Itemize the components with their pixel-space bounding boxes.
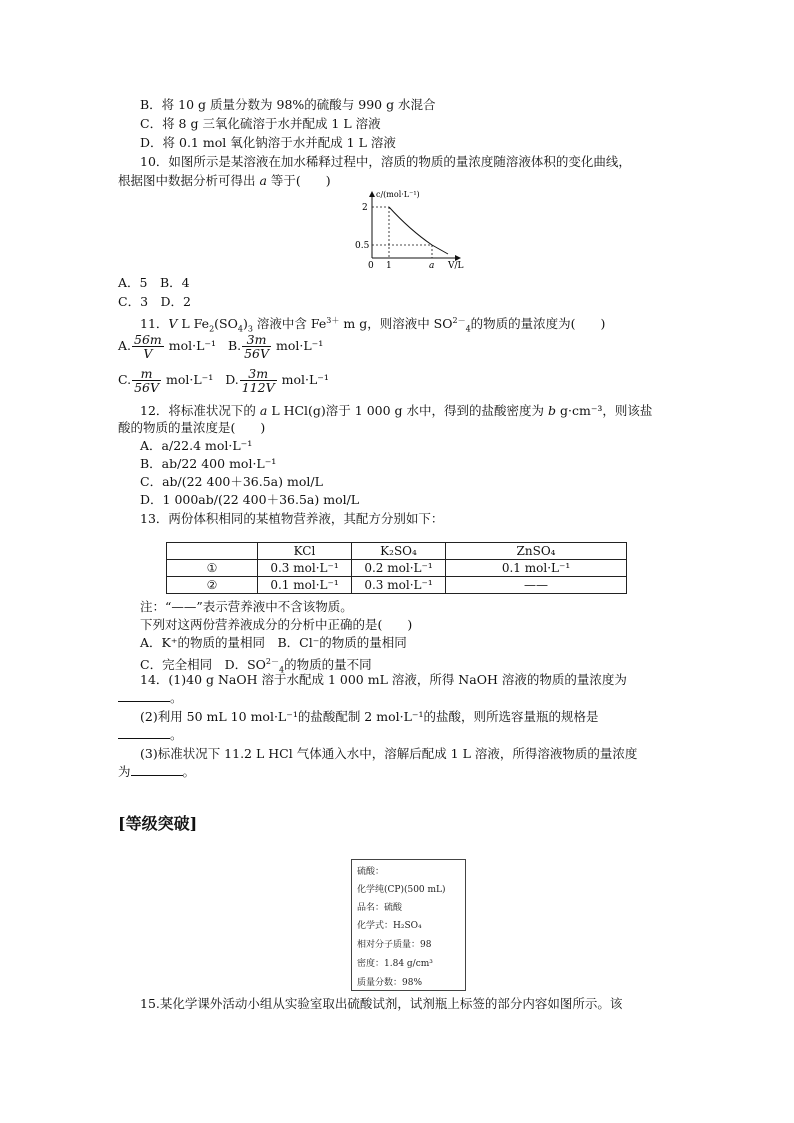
table-header-cell: K₂SO₄ [352,543,446,560]
answer-blank[interactable] [118,726,170,739]
table-cell: ① [167,560,258,577]
label-line: 化学纯(CP)(500 mL) [357,885,446,895]
chart-ytick-05: 0.5 [355,241,370,251]
chart-curve [389,207,448,254]
q9-option-c: C．将 8 g 三氧化硫溶于水并配成 1 L 溶液 [140,116,381,131]
q10-concentration-chart [352,188,476,272]
reagent-label-image [351,859,466,991]
q13-question: 下列对这两份营养液成分的分析中正确的是( ) [140,617,413,632]
q13-stem: 13．两份体积相同的某植物营养液，其配方分别如下： [140,511,444,526]
chart-ytick-2: 2 [362,203,368,213]
answer-blank[interactable] [118,689,170,702]
q14-part3: (3)标准状况下 11.2 L HCl 气体通入水中，溶解后配成 1 L 溶液，所得溶液物质的量浓度 [140,746,638,761]
q12-stem-line2: 酸的物质的量浓度是( ) [118,420,266,435]
q14-part1-answer: 。 [118,689,183,706]
label-line: 化学式：H₂SO₄ [357,921,422,931]
table-header-cell [167,543,258,560]
q9-option-d: D．将 0.1 mol 氧化钠溶于水并配成 1 L 溶液 [140,135,396,150]
q11-stem: 11．V L $Fe_2(SO_4)_3$ 溶液中含 $Fe^{3+}$ m g，则溶液中 $SO^{2-}_4$的物质的量浓度为( ) [140,316,606,334]
q12-option-d: D．1 000ab/(22 400＋36.5a) mol/L [140,492,360,507]
table-cell: 0.3 mol·L⁻¹ [352,577,446,594]
label-line: 品名：硫酸 [357,903,403,913]
table-cell: —— [446,577,627,594]
table-cell: ② [167,577,258,594]
q10-stem-line2: 根据图中数据分析可得出 a 等于( ) [118,173,331,188]
q9-option-b: B．将 10 g 质量分数为 98%的硫酸与 990 g 水混合 [140,97,436,112]
q13-note: 注：“——”表示营养液中不含该物质。 [140,599,353,614]
q12-stem-line1: 12．将标准状况下的 a L HCl(g)溶于 1 000 g 水中，得到的盐酸密度为 b g·cm⁻³，则该盐 [140,403,653,418]
q12-option-b: B．ab/22 400 mol·L⁻¹ [140,456,277,471]
q13-options-cd: C．完全相同 D．$SO^{2-}_4$的物质的量不同 [140,657,372,675]
table-row [167,560,627,577]
q12-option-a: A．a/22.4 mol·L⁻¹ [140,438,253,453]
q14-part2: (2)利用 50 mL 10 mol·L⁻¹的盐酸配制 2 mol·L⁻¹的盐酸，则所选容量瓶的规格是 [140,709,599,724]
table-cell: 0.1 mol·L⁻¹ [446,560,627,577]
table-header-cell: KCl [258,543,352,560]
answer-blank[interactable] [131,763,183,776]
q10-options-ab: A．5 B．4 [118,275,190,290]
q11-options-cd: C. $\frac{m}{56V}$ mol·L⁻¹ D. $\frac{3m}{112V}$ mol·L⁻¹ [118,366,329,395]
q14-part2-answer: 。 [118,726,183,743]
chart-xtick-1: 1 [386,261,392,271]
label-line: 质量分数：98% [357,978,423,988]
table-cell: 0.3 mol·L⁻¹ [258,560,352,577]
table-row [167,577,627,594]
q13-nutrient-table [166,542,627,594]
q15-stem-line1: 15.某化学课外活动小组从实验室取出硫酸试剂，试剂瓶上标签的部分内容如图所示。该 [140,996,623,1011]
q13-options-ab: A．K⁺的物质的量相同 B．Cl⁻的物质的量相同 [140,635,407,650]
chart-ylabel: c/(mol·L⁻¹) [376,190,420,199]
table-cell: 0.1 mol·L⁻¹ [258,577,352,594]
q12-option-c: C．ab/(22 400＋36.5a) mol/L [140,474,323,489]
table-header-cell: ZnSO₄ [446,543,627,560]
section-heading: [等级突破] [118,814,198,833]
label-line: 密度：1.84 g/cm³ [357,959,433,969]
q14-part3-answer: 为 。 [118,764,196,779]
q11-options-ab: A. $\frac{56m}{V}$ mol·L⁻¹ B. $\frac{3m}{56V}$ mol·L⁻¹ [118,332,324,361]
chart-xlabel: V/L [448,261,464,271]
q14-part1: 14．(1)40 g NaOH 溶于水配成 1 000 mL 溶液，所得 NaOH 溶液的物质的量浓度为 [140,672,627,687]
chart-xtick-a: a [429,261,435,271]
table-cell: 0.2 mol·L⁻¹ [352,560,446,577]
table-header-row [167,543,627,560]
label-line: 硫酸： [357,867,385,877]
label-line: 相对分子质量：98 [357,940,432,950]
q10-stem-line1: 10．如图所示是某溶液在加水稀释过程中，溶质的物质的量浓度随溶液体积的变化曲线， [140,154,631,169]
chart-xtick-0: 0 [368,261,374,271]
q10-options-cd: C．3 D．2 [118,294,191,309]
